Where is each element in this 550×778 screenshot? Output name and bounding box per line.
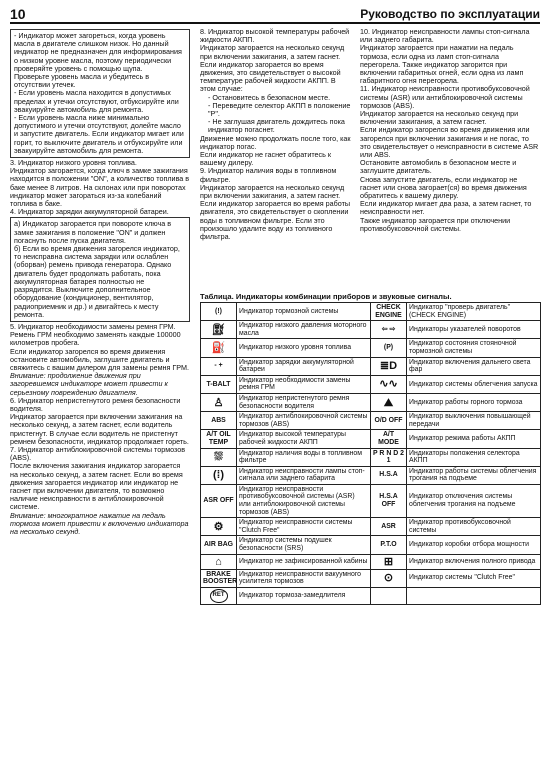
indicator-description: Индикаторы положения селектора АКПП [407,448,541,466]
indicator-icon-cell [371,554,407,569]
indicator-description: Индикатор системы "Clutch Free" [407,569,541,587]
section-heading: 3. Индикатор низкого уровня топлива. [10,158,137,168]
indicator-icon-label: ABS [211,416,226,424]
table-row [201,339,541,357]
table-row [201,430,541,448]
indicator-icon-cell [371,569,407,587]
table-row [201,375,541,393]
indicator-description: Индикатор неисправности вакуумного усилителя тормозов [237,569,371,587]
high-beam-icon: ≣D [379,360,398,373]
paragraph: Если индикатор мигает два раза, а затем гаснет, то неисправности нет. [360,199,532,217]
indicator-description: Индикатор включения полного привода [407,554,541,569]
warning-note: Внимание: многократное нажатие на педаль тормоза может привести к включению индикатора на несколько секунд. [10,510,189,536]
table-row [201,448,541,466]
indicator-description: Индикатор антиблокировочной системы тормозов (ABS) [237,412,371,430]
section-heading: 7. Индикатор антиблокировочной системы тормозов (ABS). [10,444,186,463]
indicator-description: Индикатор работы системы облегчения трогания на подъеме [407,466,541,484]
indicator-description: Индикатор отключения системы облегчения трогания на подъеме [407,484,541,517]
indicator-icon-cell [201,554,237,569]
section-heading: 11. Индикатор неисправности противобуксовочной системы (ASR) или антиблокировочной системы тормозов (ABS). [360,84,530,110]
indicator-description: Индикатор необходимости замены ремня ГРМ [237,375,371,393]
section-heading: 9. Индикатор наличия воды в топливном фильтре. [200,166,337,184]
list-item: - Переведите селектор АКПП в положение "P". [208,100,351,119]
indicator-description: Индикатор низкого давления моторного масла [237,321,371,339]
paragraph: Если индикатор загорелся во время движения или загорелся при включении зажигания и не погас, то это свидетельствует о неисправности в системе ASR или ABS. [360,125,539,160]
table-row [201,412,541,430]
oil-can-icon: ⛽︎ [211,323,226,336]
paragraph: Ремень ГРМ необходимо заменять каждые 100000 километров пробега. [10,330,181,348]
indicator-icon-cell [371,587,407,604]
indicator-description: Индикатор высокой температуры рабочей жидкости АКПП [237,430,371,448]
indicator-icon-label: H.S.A OFF [379,493,398,509]
indicator-icon-label: ASR [381,523,396,531]
paragraph: Индикатор загорается при включении зажигания на несколько секунд, а затем гаснет, если водитель пристегнут. В случае если водитель не пристегнут ремнем безопасности, индикатор продолжает гореть. [10,412,189,446]
paragraph: - Индикатор может загореться, когда уровень масла в двигателе слишком низок. Но данный индикатор не предназначен для информирования о низком уровне масла, поэтому периодически проверяйте уровень с помощью щупа. [14,31,182,73]
page-title: Руководство по эксплуатации [360,7,540,21]
indicator-icon-cell [201,536,237,554]
indicator-icon-label: T-BALT [206,380,231,388]
indicator-icon-cell [201,587,237,604]
indicator-icon-label: P.T.O [380,541,397,549]
indicator-icon-cell [201,430,237,448]
table-row [201,393,541,411]
indicator-description: Индикатор состояния стояночной тормозной системы [407,339,541,357]
indicator-description: Индикатор зарядки аккумуляторной батареи [237,357,371,375]
indicator-description: Индикатор не зафиксированной кабины [237,554,371,569]
paragraph: Проверьте уровень масла и убедитесь в отсутствии утечек. [14,72,150,90]
paragraph: а) Индикатор загорается при повороте ключа в замке зажигания в положение "ON" и должен погаснуть после пуска двигателя. [14,219,172,245]
clutch-free-icon: ⊙ [383,572,394,585]
indicator-icon-cell [201,412,237,430]
indicator-description: Индикатор включения дальнего света фар [407,357,541,375]
paragraph: Движение можно продолжать после того, как индикатор погас. [200,133,351,151]
indicator-icon-cell [371,339,407,357]
mountain-icon: ⛰ [383,396,394,409]
indicator-description: Индикатор неисправности противобуксовочной системы (ASR) или антиблокировочной системы тормозов (ABS) [237,484,371,517]
text-column-middle [200,28,352,241]
indicator-icon-cell [201,375,237,393]
table-row [201,466,541,484]
text-column-right [360,28,540,233]
indicator-description: Индикатор работы горного тормоза [407,393,541,411]
indicator-icon-cell [201,339,237,357]
paragraph: б) Если во время движения загорелся индикатор, то неисправна система зарядки или ослаблен (оборван) ремень привода генератора. Однако двигатель будет продолжать работать, пока аккумуляторная батарея полностью не разрядится. Выключите дополнительное оборудование (кондиционер, вентилятор, радиоприемник и др.) и двигайтесь к месту ремонта. [14,244,180,319]
list-item: - Не заглушая двигатель дождитесь пока индикатор погаснет. [208,117,345,135]
indicator-description [407,587,541,604]
indicator-icon-cell [201,518,237,536]
indicator-icon-cell [201,484,237,517]
page-header [10,6,540,24]
paragraph: Остановите автомобиль в безопасном месте и заглушите двигатель. [360,158,517,176]
battery-note-frame [10,217,190,321]
table-row [201,484,541,517]
fuel-pump-icon: ⛽ [211,341,226,354]
paragraph: Если индикатор не гаснет обратитесь к вашему дилеру. [200,150,332,168]
indicator-description: Индикатор непристегнутого ремня безопасности водителя [237,393,371,411]
indicator-icon-cell [201,303,237,321]
indicator-description: Индикатор тормоза-замедлителя [237,587,371,604]
table-row [201,569,541,587]
indicator-description: Индикатор режима работы АКПП [407,430,541,448]
table-row [201,357,541,375]
indicator-description: Индикатор неисправности системы "Clutch Free" [237,518,371,536]
indicator-table [200,302,541,605]
indicator-icon-cell [201,569,237,587]
indicator-description: Индикатор коробки отбора мощности [407,536,541,554]
indicator-icon-label: (P) [383,344,394,352]
indicator-description: Индикатор системы подушек безопасности (SRS) [237,536,371,554]
indicator-icon-label: BRAKE BOOSTER [203,570,238,586]
indicator-icon-label: ⇦ ⇨ [381,325,396,333]
indicator-description: Индикатор тормозной системы [237,303,371,321]
paragraph: - Если уровень масла ниже минимально допустимого и утечки отсутствуют, долейте масло и запустите двигатель. Если индикатор мигает или горит, то выключите двигатель и отбуксируйте или эвакуируйте автомобиль для ремонта. [14,113,184,155]
section-heading: 8. Индикатор высокой температуры рабочей жидкости АКПП. [200,27,350,45]
indicator-icon-cell [371,466,407,484]
indicator-icon-label: ASR OFF [203,497,234,505]
text-column-left [10,28,190,536]
indicator-icon-cell [371,536,407,554]
warning-note: Внимание: продолжение движения при загоревшемся индикаторе может привести к серьезному повреждению двигателя. [10,371,168,397]
indicator-description: Индикаторы указателей поворотов [407,321,541,339]
table-row [201,321,541,339]
indicator-icon-cell [201,448,237,466]
glow-plug-icon: ∿∿ [379,378,398,391]
indicator-icon-cell [371,393,407,411]
section-heading: 10. Индикатор неисправности лампы стоп-сигнала или заднего габарита. [360,27,530,45]
water-in-fuel-icon: ⛆ [214,451,223,464]
indicator-icon-label: A/T MODE [378,431,399,446]
indicator-icon-label: (!) [215,307,222,315]
indicator-icon-cell [201,393,237,411]
paragraph: Индикатор загорается на несколько секунд при включении зажигания, а затем гаснет. [200,182,345,201]
retarder-icon: RET [210,589,228,603]
oil-note-frame [10,29,190,158]
indicator-icon-cell [371,448,407,466]
indicator-description: Индикатор низкого уровня топлива [237,339,371,357]
indicator-icon-cell [201,357,237,375]
page-number: 10 [10,6,26,22]
indicator-description: Индикатор наличия воды в топливном фильтре [237,448,371,466]
indicator-description: Индикатор системы облегчения запуска [407,375,541,393]
paragraph: Индикатор загорается при нажатии на педаль тормоза, если одна из ламп стоп-сигнала перегорела. Также индикатор загорится при включении габаритных огней, если одна из ламп габаритного огня перегорела. [360,43,524,86]
indicator-icon-cell [371,430,407,448]
table-caption: Таблица. Индикаторы комбинации приборов и звуковые сигналы. [200,292,452,301]
indicator-icon-cell [371,484,407,517]
paragraph: Также индикатор загорается при отключении противобуксовочной системы. [360,215,511,233]
indicator-icon-cell [371,412,407,430]
indicator-icon-cell [371,375,407,393]
indicator-icon-cell [201,466,237,484]
table-row [201,587,541,604]
indicator-icon-label: H.S.A [379,471,398,479]
indicator-icon-cell [201,321,237,339]
indicator-icon-label: - + [214,362,223,370]
paragraph: - Если уровень масла находится в допустимых пределах и утечки отсутствуют, отбуксируйте или эвакуируйте автомобиль для ремонта. [14,88,179,114]
paragraph: Индикатор загорается, когда ключ в замке зажигания находится в положении "ON", а количество топлива в баке менее 8 литров. На склонах или при поворотах индикатор может загораться из-за колебаний топлива в баке. [10,166,190,209]
indicator-icon-cell [371,321,407,339]
clutch-check-icon: ⚙ [213,520,224,533]
indicator-icon-cell [371,357,407,375]
paragraph: Снова запустите двигатель, если индикатор не гаснет или снова загорает(ся) во время движения обратитесь к вашему дилеру. [360,174,527,201]
indicator-icon-label: CHECK ENGINE [375,304,402,319]
seat-belt-icon: ♙ [213,396,224,409]
indicator-icon-cell [371,518,407,536]
paragraph: Если индикатор загорелся во время движения остановите автомобиль, заглушите двигатель и свяжитесь с вашим дилером для замены ремня ГРМ. [10,346,189,372]
indicator-description: Индикатор неисправности лампы стоп-сигнала или заднего габарита [237,466,371,484]
brake-lamp-icon: (⁞) [213,469,224,482]
paragraph: Индикатор загорается на несколько секунд при включении зажигания, а затем гаснет. [360,109,519,127]
indicator-description: Индикатор "проверь двигатель" (CHECK ENGINE) [407,303,541,321]
paragraph: Если индикатор загорается во время движения, это свидетельствует о высокой температуре рабочей жидкости АКПП. В этом случае: [200,59,341,94]
table-row [201,536,541,554]
indicator-icon-cell [371,303,407,321]
paragraph: Индикатор загорается на несколько секунд при включении зажигания, а затем гаснет. [200,43,345,61]
indicator-description: Индикатор противобуксовочной системы [407,518,541,536]
paragraph: Если индикатор загорается во время работы двигателя, это свидетельствует о скоплении воды в топливном фильтре. Если это произошло удалите воду из топливного фильтра. [200,199,351,242]
section-heading: 5. Индикатор необходимости замены ремня ГРМ. [10,321,176,331]
list-item: - Остановитесь в безопасном месте. [208,92,331,102]
indicator-icon-label: P R N D 2 1 [373,449,404,465]
table-row [201,554,541,569]
section-heading: 6. Индикатор непристегнутого ремня безопасности водителя. [10,395,181,413]
table-row [201,518,541,536]
indicator-icon-label: AIR BAG [203,541,234,549]
4wd-icon: ⊞ [383,555,394,568]
table-row [201,303,541,321]
section-heading: 4. Индикатор зарядки аккумуляторной батареи. [10,207,169,217]
indicator-icon-label: A/T OIL TEMP [206,431,231,446]
cab-lock-icon: ⌂ [215,555,222,568]
paragraph: После включения зажигания индикатор загорается на несколько секунд, а затем гаснет. Если во время движения загорается индикатор или индикатор не гаснет при включении двигателя, то возможно наличие неисправности в антиблокировочной системе. [10,461,183,512]
indicator-description: Индикатор выключения повышающей передачи [407,412,541,430]
indicator-icon-label: O/D OFF [374,416,403,424]
